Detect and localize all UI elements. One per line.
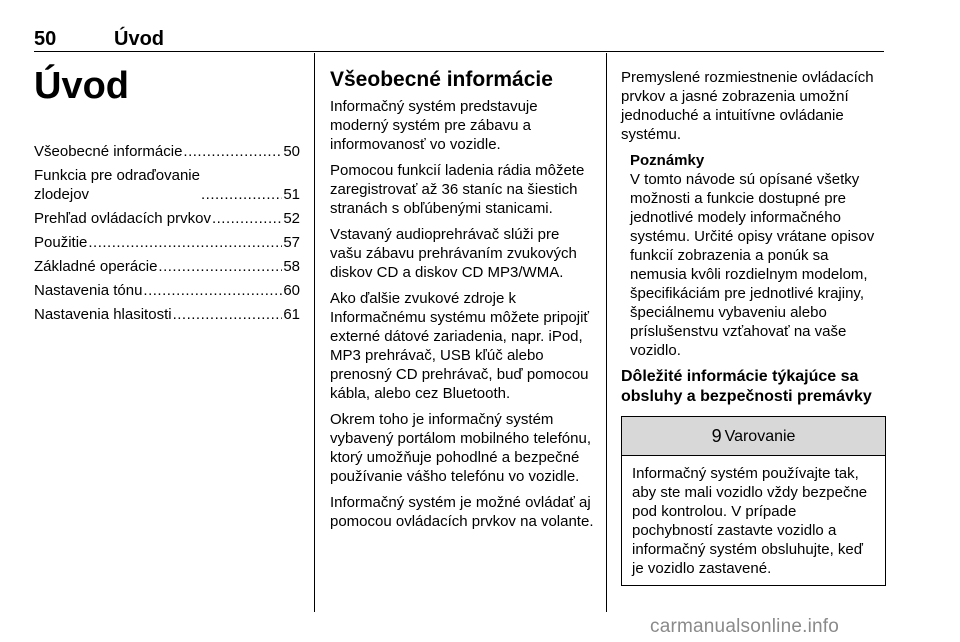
toc-entry-page: 58 — [283, 258, 300, 275]
toc-entry-page: 60 — [283, 282, 300, 299]
general-info-column — [330, 68, 595, 538]
subsection-heading: Dôležité informácie týkajúce sa obsluhy a bezpečnosti premávky — [621, 368, 872, 405]
body-paragraph: Vstavaný audioprehrávač slúži pre vašu zábavu prehrávaním zvukových diskov CD a diskov CD MP3/WMA. — [330, 226, 577, 281]
warning-box — [621, 416, 886, 586]
note-text: V tomto návode sú opísané všetky možnosti a funkcie dostupné pre jednotlivé modely informačného systému. Určité opisy vrátane opisov funkcií zobrazenia a ponúk sa nemusia kvôli rozdielnym modelom, špecifikáciám pre jednotlivé krajiny, špeciálnemu vybaveniu alebo príslušenstvu vzťahovať na vaše vozidlo. — [630, 171, 875, 359]
toc-entry-label: Všeobecné informácie — [34, 143, 183, 160]
toc-leader — [183, 142, 282, 161]
note-block — [630, 151, 887, 360]
toc-entry-label: Základné operácie — [34, 258, 158, 275]
toc-column — [34, 66, 300, 329]
toc-entry[interactable] — [34, 281, 300, 300]
note-title: Poznámky — [630, 152, 705, 169]
toc-entry-label: Nastavenia hlasitosti — [34, 306, 172, 323]
toc-entry[interactable] — [34, 142, 300, 161]
table-of-contents — [34, 142, 300, 324]
body-paragraph: Informačný systém je možné ovládať aj pomocou ovládacích prvkov na volante. — [330, 494, 594, 530]
toc-entry-page: 50 — [283, 143, 300, 160]
chapter-title: Úvod — [34, 65, 129, 107]
toc-leader — [158, 257, 282, 276]
body-paragraph: Premyslené rozmiestnenie ovládacích prvkov a jasné zobrazenia umožní jednoduché a intuitívne ovládanie systému. — [621, 69, 874, 143]
watermark: carmanualsonline.info — [650, 616, 840, 637]
warning-title: Varovanie — [724, 427, 796, 445]
body-paragraph: Okrem toho je informačný systém vybavený portálom mobilného telefónu, ktorý umožňuje pohodlné a bezpečné používanie vášho telefónu vo vozidle. — [330, 411, 591, 485]
toc-entry[interactable] — [34, 305, 300, 324]
toc-entry-page: 61 — [283, 306, 300, 323]
body-paragraph: Pomocou funkcií ladenia rádia môžete zaregistrovať až 36 staníc na šiestich stranách s obľúbenými stanicami. — [330, 162, 585, 217]
running-title: Úvod — [114, 28, 164, 50]
toc-entry[interactable] — [34, 233, 300, 252]
column-divider — [606, 53, 607, 612]
warning-header — [622, 417, 885, 456]
toc-entry[interactable] — [34, 209, 300, 228]
section-heading: Všeobecné informácie — [330, 68, 553, 91]
body-paragraph: Ako ďalšie zvukové zdroje k Informačnému systému môžete pripojiť externé dátové zariadenia, napr. iPod, MP3 prehrávač, USB kľúč alebo prenosný CD prehrávač, buď pomocou kábla, alebo cez Bluetooth. — [330, 290, 590, 402]
warning-triangle-icon: 9 — [711, 425, 722, 446]
toc-entry[interactable] — [34, 257, 300, 276]
toc-leader — [173, 305, 283, 324]
toc-entry-label: Funkcia pre odraďovanie zlodejov — [34, 167, 200, 203]
toc-entry-label: Použitie — [34, 234, 88, 251]
warning-text: Informačný systém používajte tak, aby ste mali vozidlo vždy bezpečne pod kontrolou. V prípade pochybností zastavte vozidlo a informačný systém obsluhujte, keď je vozidlo zastavené. — [632, 465, 868, 577]
toc-leader — [201, 185, 282, 204]
toc-leader — [212, 209, 282, 228]
header-rule — [34, 51, 884, 52]
page-number: 50 — [34, 28, 57, 50]
toc-entry-page: 57 — [283, 234, 300, 251]
toc-leader — [143, 281, 282, 300]
third-column — [621, 68, 887, 586]
toc-entry[interactable] — [34, 166, 300, 204]
body-paragraph: Informačný systém predstavuje moderný systém pre zábavu a informovanosť vo vozidle. — [330, 98, 538, 153]
toc-leader — [88, 233, 282, 252]
column-divider — [314, 53, 315, 612]
toc-entry-page: 51 — [283, 186, 300, 203]
toc-entry-label: Nastavenia tónu — [34, 282, 143, 299]
toc-entry-page: 52 — [283, 210, 300, 227]
toc-entry-label: Prehľad ovládacích prvkov — [34, 210, 211, 227]
